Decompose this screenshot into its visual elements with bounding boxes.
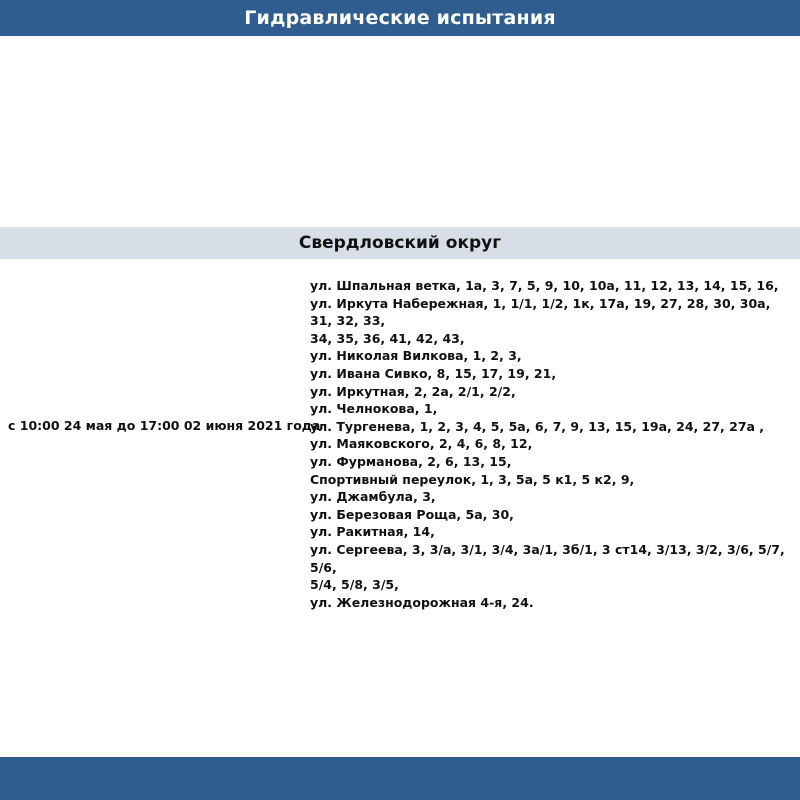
- street-line: ул. Железнодорожная 4-я, 24.: [310, 594, 534, 610]
- street-line: ул. Маяковского, 2, 4, 6, 8, 12,: [310, 436, 533, 452]
- district-title: Свердловский округ: [298, 233, 502, 253]
- street-line: ул. Ракитная, 14,: [310, 524, 435, 540]
- street-line: ул. Иркутная, 2, 2а, 2/1, 2/2,: [310, 383, 516, 399]
- street-line: Спортивный переулок, 1, 3, 5а, 5 к1, 5 к2, 9,: [310, 471, 635, 487]
- street-list: [310, 277, 796, 611]
- street-line: ул. Шпальная ветка, 1а, 3, 7, 5, 9, 10, 10а, 11, 12, 13, 14, 15, 16,: [310, 278, 779, 293]
- district-bar: [0, 227, 800, 259]
- street-line: ул. Челнокова, 1,: [310, 401, 438, 417]
- street-line: ул. Иркута Набережная, 1, 1/1, 1/2, 1к, 17а, 19, 27, 28, 30, 30а, 31, 32, 33,: [310, 295, 771, 329]
- schedule-period: с 10:00 24 мая до 17:00 02 июня 2021 года: [8, 418, 321, 433]
- street-line: ул. Николая Вилкова, 1, 2, 3,: [310, 348, 522, 364]
- street-line: ул. Сергеева, 3, 3/а, 3/1, 3/4, 3а/1, 3б/1, 3 ст14, 3/13, 3/2, 3/6, 5/7, 5/6,: [310, 541, 785, 575]
- header-bar: [0, 0, 800, 36]
- street-line: 5/4, 5/8, 3/5,: [310, 577, 399, 593]
- footer-bar: [0, 757, 800, 800]
- street-line: ул. Фурманова, 2, 6, 13, 15,: [310, 453, 512, 469]
- street-line: ул. Джамбула, 3,: [310, 489, 436, 505]
- page-title: Гидравлические испытания: [244, 7, 556, 29]
- street-line: ул. Тургенева, 1, 2, 3, 4, 5, 5а, 6, 7, 9, 13, 15, 19а, 24, 27, 27а ,: [310, 418, 765, 434]
- street-line: ул. Березовая Роща, 5а, 30,: [310, 506, 514, 522]
- street-line: 34, 35, 36, 41, 42, 43,: [310, 330, 465, 346]
- street-line: ул. Ивана Сивко, 8, 15, 17, 19, 21,: [310, 365, 557, 381]
